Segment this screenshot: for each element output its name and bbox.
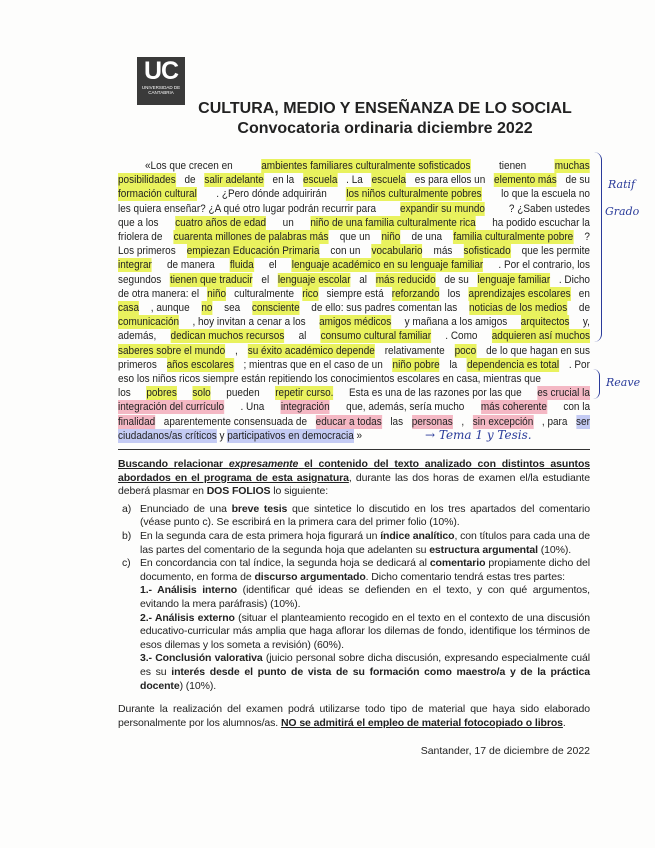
- highlighted-text: dedican muchos recursos: [170, 330, 285, 343]
- highlighted-text: dependencia es total: [466, 358, 560, 371]
- quote-text: más: [433, 245, 453, 258]
- highlighted-text: su éxito académico depende: [247, 344, 375, 357]
- quote-line: [118, 287, 590, 301]
- instructions-intro: Buscando relacionar expresamente el contenido del texto analizado con distintos asuntos abordados en el programa de esta asignatura, durante las dos horas de examen el/la estudiante deberá plasmar en DOS FOLIOS lo siguiente:: [118, 458, 590, 498]
- quote-text: . Por: [568, 358, 590, 371]
- quote-line: [118, 415, 590, 429]
- quote-text: . Dicho: [558, 273, 590, 286]
- quote-text: de su: [444, 273, 469, 286]
- quote-text: pueden: [226, 387, 260, 400]
- highlighted-text: adquieren así muchos: [491, 330, 590, 343]
- quote-text: aparentemente consensuada de: [163, 415, 308, 428]
- highlighted-text: participativos en democracia: [227, 429, 354, 442]
- quote-text: , para: [541, 415, 568, 428]
- highlighted-text: vocabulario: [371, 245, 423, 258]
- part-2: 2.- Análisis externo (situar el planteamiento recogido en el texto en el contexto de una discusión educativo-curricular más amplia que haga aflorar los dilemas de fondo, identifique los términos de esos dilemas y los someta a revisión) (60%).: [140, 611, 590, 651]
- handwritten-brace: [593, 152, 602, 342]
- highlighted-text: finalidad: [118, 415, 156, 428]
- highlighted-text: niño de una familia culturalmente rica: [310, 216, 476, 229]
- quote-text: ,: [235, 344, 238, 357]
- highlighted-text: rico: [302, 287, 319, 300]
- highlighted-text: consciente: [251, 302, 300, 314]
- quote-line: [118, 187, 590, 201]
- highlighted-text: es crucial la: [537, 387, 590, 400]
- highlighted-text: consumo cultural familiar: [320, 330, 432, 343]
- uc-logo: [137, 57, 185, 105]
- page-subtitle: Convocatoria ordinaria diciembre 2022: [237, 120, 533, 137]
- quote-text: además,: [118, 330, 157, 343]
- quote-text: sea: [224, 302, 241, 314]
- item-b: b) En la segunda cara de esta primera hoja figurará un índice analítico, con títulos para cada una de las partes del comentario de la segunda hoja que adelanten su estructura argumental (10%).: [122, 529, 590, 556]
- quote-text: y mañana a los amigos: [404, 316, 508, 329]
- quote-text: tienen: [499, 160, 527, 172]
- highlighted-text: aprendizajes escolares: [468, 287, 571, 300]
- highlighted-text: niño: [207, 287, 227, 300]
- quote-text: con la: [563, 401, 591, 414]
- highlighted-text: familia culturalmente pobre: [453, 231, 574, 243]
- quote-text: los: [447, 287, 461, 300]
- quote-text: , aunque: [150, 302, 190, 314]
- quote-text: »: [356, 429, 363, 442]
- quote-line: [118, 386, 590, 400]
- highlighted-text: sin excepción: [472, 415, 534, 428]
- highlighted-text: elemento más: [494, 174, 557, 187]
- highlighted-text: empiezan Educación Primaria: [186, 245, 320, 258]
- highlighted-text: cuatro años de edad: [175, 216, 267, 229]
- divider: [118, 449, 590, 450]
- highlighted-text: cuarenta millones de palabras más: [173, 231, 329, 243]
- quote-text: de: [578, 302, 591, 314]
- handwritten-brace: [593, 369, 600, 399]
- quote-text: de: [184, 174, 196, 187]
- quote-text: en la: [272, 174, 295, 187]
- quote-text: ?: [584, 231, 590, 243]
- handwritten-note: → Tema 1 y Tesis.: [425, 428, 532, 442]
- quote-text: . La: [346, 174, 363, 187]
- quote-text: les quiera enseñar? ¿A qué otro lugar podrán recurrir para: [118, 202, 377, 215]
- highlighted-text: ciudadanos/as críticos: [118, 429, 217, 442]
- quote-text: que un: [339, 231, 371, 243]
- date: Santander, 17 de diciembre de 2022: [420, 745, 590, 758]
- quote-text: y: [219, 429, 225, 442]
- quote-line: [118, 273, 590, 287]
- quote-line: [118, 400, 590, 414]
- highlighted-text: integrar: [118, 259, 152, 272]
- highlighted-text: fluida: [229, 259, 254, 272]
- quote-text: un: [282, 216, 294, 229]
- highlighted-text: integración: [280, 401, 330, 414]
- quote-text: eso los niños ricos siempre están repitiendo los conocimientos escolares en casa, mientras que: [118, 373, 541, 385]
- highlighted-text: más reducido: [375, 273, 436, 286]
- quote-text: segundos: [118, 273, 162, 286]
- highlighted-text: años escolares: [166, 358, 234, 371]
- quote-text: primeros: [118, 358, 157, 371]
- handwritten-note: Reave: [606, 376, 641, 389]
- highlighted-text: amigos médicos: [319, 316, 392, 329]
- quote-line: [118, 358, 590, 372]
- highlighted-text: muchas: [554, 160, 590, 172]
- highlighted-text: noticias de los medios: [468, 302, 568, 314]
- highlighted-text: casa: [118, 302, 140, 314]
- quote-text: Los primeros: [118, 245, 176, 258]
- quote-line: [118, 329, 590, 343]
- quote-text: ha podido escuchar la: [492, 216, 590, 229]
- highlighted-text: personas: [411, 415, 453, 428]
- quote-text: de manera: [166, 259, 215, 272]
- quote-text: ? ¿Saben ustedes: [508, 202, 590, 215]
- highlighted-text: escuela: [302, 174, 338, 187]
- item-a: a) Enunciado de una breve tesis que sintetice lo discutido en los tres apartados del comentario (véase punto c). Se escribirá en la primera cara del primer folio (10%).: [122, 502, 590, 529]
- logo-text: UC: [143, 57, 179, 85]
- quote-text: el: [268, 259, 277, 272]
- quote-text: ,: [461, 415, 465, 428]
- quote-line: [118, 244, 590, 258]
- highlighted-text: tienen que traducir: [169, 273, 253, 286]
- quote-text: de otra manera: el: [118, 287, 200, 300]
- highlighted-text: formación cultural: [118, 188, 197, 201]
- final-note: Durante la realización del examen podrá utilizarse todo tipo de material que haya sido elaborado personalmente por los alumnos/as. NO se admitirá el empleo de material fotocopiado o libros.: [118, 703, 590, 729]
- handwritten-note: Grado: [605, 205, 640, 218]
- highlighted-text: lenguaje escolar: [277, 273, 351, 286]
- quote-text: al: [359, 273, 368, 286]
- quote-text: que les permite: [521, 245, 590, 258]
- highlighted-text: integración del currículo: [118, 401, 225, 414]
- quote-line: [118, 301, 590, 315]
- quote-text: lo que la escuela no: [501, 188, 590, 201]
- quote-text: el: [261, 273, 270, 286]
- quote-text: . Una: [240, 401, 265, 414]
- highlighted-text: posibilidades: [118, 174, 176, 187]
- quote-text: y,: [582, 316, 590, 329]
- quote-text: de ello: sus padres comentan las: [311, 302, 458, 314]
- part-3: 3.- Conclusión valorativa (juicio personal sobre dicha discusión, expresando especialmente cuál es su interés desde el punto de vista de su formación como maestro/a y de la práctica docente) (10%).: [140, 652, 590, 692]
- highlighted-text: comunicación: [118, 316, 180, 329]
- quote-text: al: [298, 330, 307, 343]
- quote-text: la: [449, 358, 458, 371]
- quote-text: con un: [330, 245, 361, 258]
- item-c: c) En concordancia con tal índice, la segunda hoja se dedicará al comentario propiamente dicho del documento, en forma de discurso argumentado. Dicho comentario tendrá estas tres partes:: [122, 557, 590, 583]
- quote-text: las: [390, 415, 404, 428]
- highlighted-text: expandir su mundo: [400, 202, 485, 215]
- highlighted-text: niño: [381, 231, 401, 243]
- highlighted-text: lenguaje académico en su lenguaje familiar: [291, 259, 484, 272]
- highlighted-text: los niños culturalmente pobres: [346, 188, 482, 201]
- highlighted-text: arquitectos: [520, 316, 570, 329]
- quote-text: de una: [411, 231, 443, 243]
- quote-line: [118, 216, 590, 230]
- quote-line: [118, 258, 590, 272]
- highlighted-text: repetir curso.: [275, 387, 334, 400]
- highlighted-text: poco: [454, 344, 477, 357]
- quote-text: «Los que crecen en: [145, 160, 233, 172]
- quote-text: que a los: [118, 216, 159, 229]
- logo-subtitle: UNIVERSIDAD DE CANTABRIA: [141, 85, 181, 95]
- highlighted-text: solo: [192, 387, 211, 400]
- quote-text: en: [578, 287, 590, 300]
- part-1: 1.- Análisis interno (identificar qué ideas se defienden en el texto, y con qué argumentos, evitando la mera paráfrasis) (10%).: [140, 584, 591, 610]
- highlighted-text: reforzando: [391, 287, 440, 300]
- page-title: CULTURA, MEDIO Y ENSEÑANZA DE LO SOCIAL: [198, 100, 572, 117]
- instructions: [118, 458, 590, 758]
- quote-text: los: [118, 387, 131, 400]
- quote-text: de su: [565, 174, 590, 187]
- highlighted-text: pobres: [146, 387, 177, 400]
- quote-text: que, además, sería mucho: [346, 401, 465, 414]
- quote-line: [118, 202, 590, 216]
- highlighted-text: salir adelante: [204, 174, 264, 187]
- highlighted-text: niño pobre: [392, 358, 440, 371]
- quote-text: . Como: [445, 330, 478, 343]
- quote-text: Esta es una de las razones por las que: [349, 387, 522, 400]
- highlighted-text: educar a todas: [315, 415, 382, 428]
- highlighted-text: sofisticado: [463, 245, 511, 258]
- highlighted-text: más coherente: [480, 401, 547, 414]
- quote-text: culturalmente: [234, 287, 295, 300]
- highlighted-text: lenguaje familiar: [477, 273, 551, 286]
- quote-line: [118, 372, 590, 386]
- quote-line: [118, 230, 590, 244]
- quote-text: siempre está: [326, 287, 384, 300]
- highlighted-text: saberes sobre el mundo: [118, 344, 226, 357]
- quote-line: [118, 173, 590, 187]
- quote-text: de lo que hagan en sus: [486, 344, 590, 357]
- quote-line: [145, 159, 590, 173]
- highlighted-text: no: [201, 302, 213, 314]
- quote-text: relativamente: [384, 344, 445, 357]
- highlighted-text: ser: [576, 415, 590, 428]
- highlighted-text: escuela: [371, 174, 407, 187]
- quote-text: , hoy invitan a cenar a los: [192, 316, 306, 329]
- quote-line: [118, 315, 590, 329]
- quote-text: . ¿Pero dónde adquirirán: [216, 188, 327, 201]
- quote-text: friolera de: [118, 231, 163, 243]
- quote-text: ; mientras que en el caso de un: [243, 358, 383, 371]
- quote-text: . Por el contrario, los: [498, 259, 590, 272]
- quote-text: es para ellos un: [414, 174, 486, 187]
- highlighted-text: ambientes familiares culturalmente sofisticados: [261, 160, 471, 172]
- handwritten-note: Ratif: [608, 178, 636, 191]
- quote-line: [118, 344, 590, 358]
